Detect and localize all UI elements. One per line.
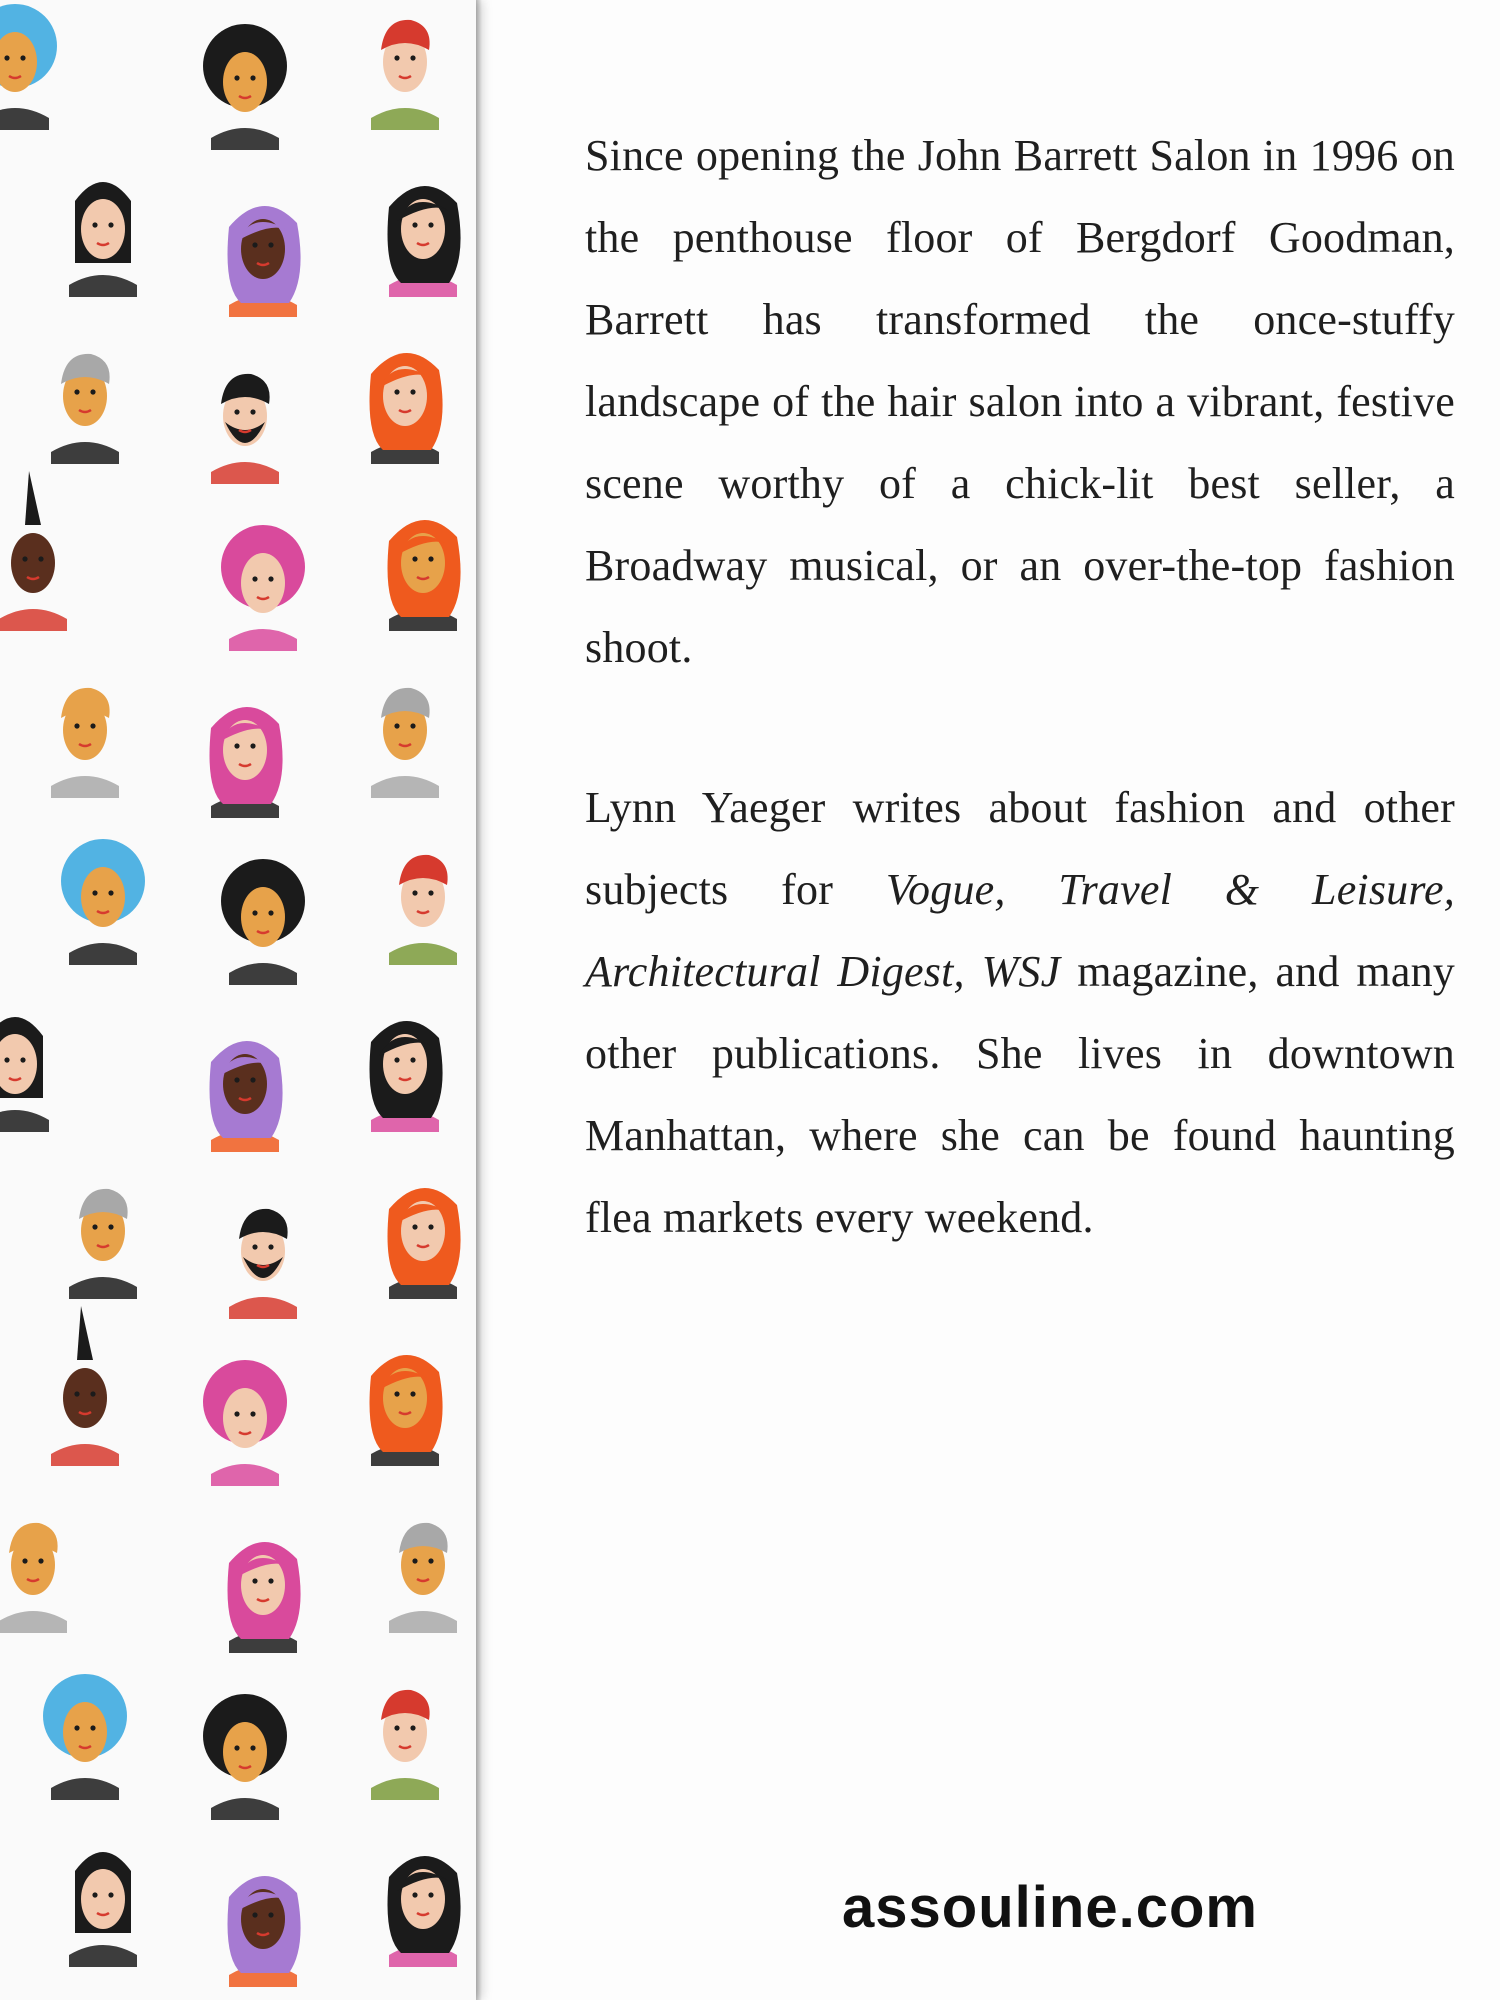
portrait-illustration <box>211 374 279 484</box>
portrait-illustration <box>389 1523 457 1633</box>
portrait-illustration <box>221 525 305 651</box>
portrait-illustration <box>228 1542 301 1653</box>
website-url[interactable]: assouline.com <box>842 1875 1258 1940</box>
portrait-illustration <box>203 1694 287 1820</box>
portrait-illustration <box>69 1189 137 1299</box>
flap-shadow <box>476 0 482 2000</box>
portrait-illustration <box>388 186 461 297</box>
portrait-illustration <box>0 4 57 130</box>
author-bio-part1: Lynn Yaeger writes about fashion and other subjects for <box>585 783 1455 914</box>
intro-paragraph: Since opening the John Barrett Salon in 1996 on the penthouse floor of Bergdorf Goodman, Barrett has transformed the once-stuffy landscape of the hair salon into a vibrant, festive scene worthy of a chick-lit best seller, a Broadway musical, or an over-the-top fashion shoot. <box>585 131 1455 672</box>
portrait-illustration <box>69 182 137 297</box>
portrait-illustration <box>0 1523 67 1633</box>
portrait-illustration <box>228 206 301 317</box>
portrait-illustration <box>203 24 287 150</box>
portrait-illustration <box>61 839 145 965</box>
portrait-illustration <box>389 855 457 965</box>
portrait-illustration <box>210 1041 283 1152</box>
text-column <box>585 115 1455 1259</box>
author-bio-publications: Vogue, Travel & Leisure, Architectural Digest, WSJ <box>585 865 1455 996</box>
portrait-illustration <box>229 1209 297 1319</box>
portrait-illustration <box>371 688 439 798</box>
portrait-illustration <box>228 1876 301 1987</box>
portrait-illustration <box>51 1306 119 1466</box>
portrait-illustration <box>371 20 439 130</box>
portrait-illustration <box>370 1355 443 1466</box>
portrait-illustration <box>388 1188 461 1299</box>
portrait-illustration <box>43 1674 127 1800</box>
portrait-illustration <box>0 471 67 631</box>
portrait-pattern-illustration <box>0 0 476 2000</box>
author-bio-part2: magazine, and many other publications. She lives in downtown Manhattan, where she can be found haunting flea markets every weekend. <box>585 947 1455 1242</box>
portrait-illustration <box>51 688 119 798</box>
author-bio-paragraph <box>585 767 1455 1259</box>
portrait-illustration <box>0 1017 49 1132</box>
portrait-illustration <box>388 1856 461 1967</box>
portrait-illustration <box>371 1690 439 1800</box>
portrait-illustration <box>69 1852 137 1967</box>
portrait-illustration <box>370 353 443 464</box>
portrait-illustration <box>388 520 461 631</box>
portrait-illustration <box>221 859 305 985</box>
illustrated-portrait-pattern-flap <box>0 0 476 2000</box>
portrait-illustration <box>210 707 283 818</box>
portrait-illustration <box>370 1021 443 1132</box>
portrait-illustration <box>203 1360 287 1486</box>
portrait-illustration <box>51 354 119 464</box>
